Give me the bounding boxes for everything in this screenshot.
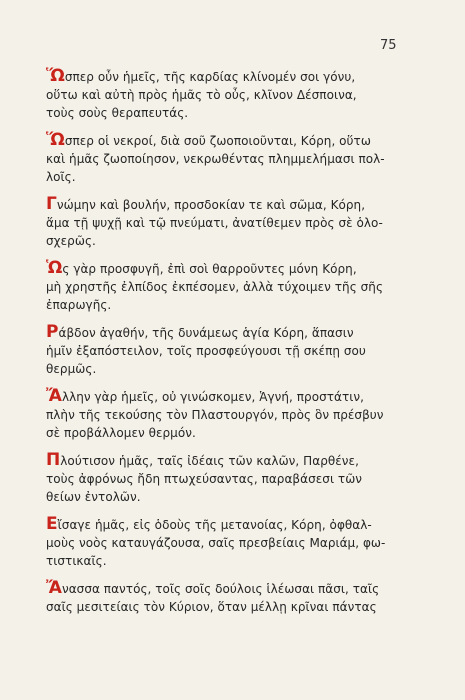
stanza-line: [46, 232, 420, 250]
stanza-line: [46, 598, 420, 616]
line-text: ς γὰρ προσφυγῆ, ἐπὶ σοὶ θαρροῦντες μόνη Κόρη,: [62, 262, 357, 276]
stanza-line: [46, 86, 420, 104]
stanza: [46, 132, 420, 186]
line-text: λοῖς.: [46, 170, 76, 184]
line-text: τοὺς σοὺς θεραπευτάς.: [46, 106, 189, 120]
drop-initial: Ἄ: [46, 578, 62, 598]
stanza: [46, 196, 420, 250]
drop-initial: Ἄ: [46, 386, 62, 406]
drop-initial: Ὡ: [46, 258, 63, 278]
stanza-line: [46, 388, 420, 406]
line-text: άβδον ἀγαθήν, τῆς δυνάμεως ἁγία Κόρη, ἅπασιν: [58, 326, 354, 340]
stanza-line: [46, 214, 420, 232]
drop-initial: Ε: [46, 514, 58, 534]
line-text: σαῖς μεσιτείαις τὸν Κύριον, ὅταν μέλλῃ κρῖναι πάντας: [46, 600, 377, 614]
stanza: [46, 260, 420, 314]
stanza: [46, 452, 420, 506]
line-text: ἐπαρωγῆς.: [46, 298, 112, 312]
stanza-line: [46, 360, 420, 378]
stanza-line: [46, 534, 420, 552]
line-text: νώμην καὶ βουλήν, προσδοκίαν τε καὶ σῶμα, Κόρη,: [56, 198, 366, 212]
stanza-line: [46, 296, 420, 314]
line-text: μὴ χρηστῆς ἐλπίδος ἐκπέσομεν, ἀλλὰ τύχοιμεν τῆς σῆς: [46, 280, 384, 294]
drop-initial: Ὥ: [46, 66, 65, 86]
line-text: λλην γὰρ ἡμεῖς, οὐ γινώσκομεν, Ἁγνή, προστάτιν,: [61, 390, 364, 404]
stanza-line: [46, 68, 420, 86]
stanza: [46, 388, 420, 442]
stanza-line: [46, 132, 420, 150]
stanza-line: [46, 424, 420, 442]
line-text: τοὺς ἀφρόνως ἤδη πτωχεύσαντας, παραβάσεσι τῶν: [46, 472, 363, 486]
page-number: 75: [380, 38, 397, 53]
line-text: θερμῶς.: [46, 362, 97, 376]
stanza-line: [46, 488, 420, 506]
drop-initial: Ὥ: [46, 130, 65, 150]
line-text: οὕτω καὶ αὐτὴ πρὸς ἡμᾶς τὸ οὖς, κλῖνον Δέσποινα,: [46, 88, 357, 102]
line-text: μοὺς νοὸς καταυγάζουσα, σαῖς πρεσβείαις Μαριάμ, φω-: [46, 536, 386, 550]
line-text: σὲ προβάλλομεν θερμόν.: [46, 426, 196, 440]
stanza: [46, 68, 420, 122]
line-text: θείων ἐντολῶν.: [46, 490, 141, 504]
drop-initial: Ρ: [46, 322, 59, 342]
stanza-line: [46, 406, 420, 424]
stanza-line: [46, 168, 420, 186]
line-text: ἡμῖν ἐξαπόστειλον, τοῖς προσφεύγουσι τῇ σκέπῃ σου: [46, 344, 366, 358]
line-text: σχερῶς.: [46, 234, 96, 248]
stanza-list: [46, 68, 420, 626]
stanza-line: [46, 278, 420, 296]
line-text: τιστικαῖς.: [46, 554, 107, 568]
line-text: πλὴν τῆς τεκούσης τὸν Πλαστουργόν, πρὸς ὃν πρέσβυν: [46, 408, 384, 422]
stanza-line: [46, 552, 420, 570]
stanza-line: [46, 260, 420, 278]
drop-initial: Γ: [46, 194, 57, 214]
line-text: λούτισον ἡμᾶς, ταῖς ἰδέαις τῶν καλῶν, Παρθένε,: [60, 454, 359, 468]
line-text: ἴσαγε ἡμᾶς, εἰς ὁδοὺς τῆς μετανοίας, Κόρη, ὀφθαλ-: [57, 518, 372, 532]
stanza-line: [46, 470, 420, 488]
stanza-line: [46, 196, 420, 214]
stanza: [46, 324, 420, 378]
stanza-line: [46, 452, 420, 470]
stanza-line: [46, 324, 420, 342]
line-text: σπερ οὖν ἡμεῖς, τῆς καρδίας κλίνομέν σοι γόνυ,: [64, 70, 356, 84]
stanza-line: [46, 516, 420, 534]
stanza: [46, 580, 420, 616]
line-text: νασσα παντός, τοῖς σοῖς δούλοις ἱλέωσαι πᾶσι, ταῖς: [61, 582, 380, 596]
line-text: καὶ ἡμᾶς ζωοποίησον, νεκρωθέντας πλημμελήμασι πολ-: [46, 152, 385, 166]
stanza-line: [46, 104, 420, 122]
stanza: [46, 516, 420, 570]
line-text: σπερ οἱ νεκροί, διὰ σοῦ ζωοποιοῦνται, Κόρη, οὕτω: [64, 134, 371, 148]
drop-initial: Π: [46, 450, 61, 470]
line-text: ἅμα τῇ ψυχῇ καὶ τῷ πνεύματι, ἀνατίθεμεν πρὸς σὲ ὁλο-: [46, 216, 383, 230]
stanza-line: [46, 580, 420, 598]
stanza-line: [46, 342, 420, 360]
stanza-line: [46, 150, 420, 168]
